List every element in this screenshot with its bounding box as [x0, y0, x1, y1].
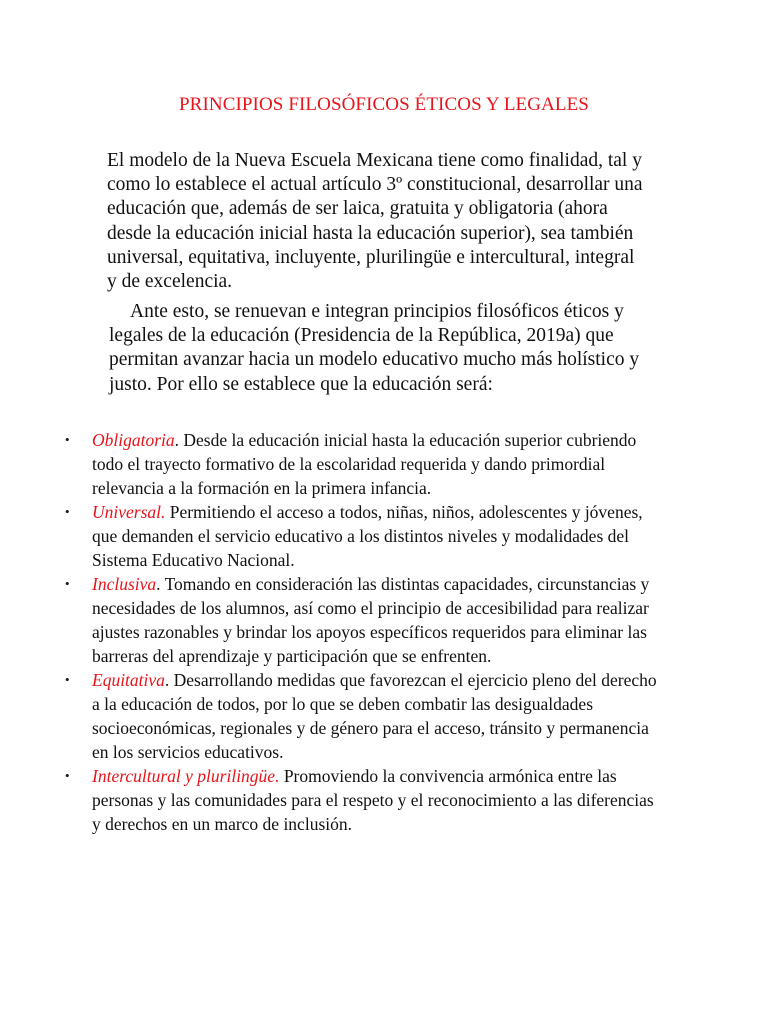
list-item-equitativa: [65, 668, 665, 764]
bullet-icon: •: [65, 768, 70, 783]
principle-term: Obligatoria: [92, 430, 175, 450]
principles-list: [65, 428, 665, 836]
second-paragraph: Ante esto, se renuevan e integran principios filosóficos éticos y legales de la educación (Presidencia de la República, 2019a) que permitan avanzar hacia un modelo educativo mucho más holístico y justo. Por ello se establece que la educación será:: [109, 301, 640, 395]
list-item-universal: [65, 500, 665, 572]
bullet-icon: •: [65, 576, 70, 591]
principle-description: . Tomando en consideración las distintas capacidades, circunstancias y necesidades de los alumnos, así como el principio de accesibilidad para realizar ajustes razonables y brindar los apoyos específicos requeridos para eliminar las barreras del aprendizaje y participación que se enfrenten.: [92, 574, 650, 666]
principle-term: Intercultural y plurilingüe.: [92, 766, 280, 786]
list-item-intercultural: [65, 764, 665, 836]
principle-term: Universal.: [92, 502, 166, 522]
principle-description: Permitiendo el acceso a todos, niñas, niños, adolescentes y jóvenes, que demanden el servicio educativo a los distintos niveles y modalidades del Sistema Educativo Nacional.: [92, 502, 643, 570]
bullet-icon: •: [65, 672, 70, 687]
principle-term: Equitativa: [92, 670, 165, 690]
page-title: PRINCIPIOS FILOSÓFICOS ÉTICOS Y LEGALES: [179, 94, 589, 115]
intro-paragraph: El modelo de la Nueva Escuela Mexicana tiene como finalidad, tal y como lo establece el actual artículo 3º constitucional, desarrollar una educación que, además de ser laica, gratuita y obligatoria (ahora desde la educación inicial hasta la educación superior), sea también universal, equitativa, incluyente, plurilingüe e intercultural, integral y de excelencia.: [107, 150, 643, 293]
list-item-obligatoria: [65, 428, 665, 500]
list-item-inclusiva: [65, 572, 665, 668]
principle-description: . Desarrollando medidas que favorezcan el ejercicio pleno del derecho a la educación de todos, por lo que se deben combatir las desigualdades socioeconómicas, regionales y de género para el acceso, tránsito y permanencia en los servicios educativos.: [92, 670, 657, 762]
bullet-icon: •: [65, 504, 70, 519]
principle-description: . Desde la educación inicial hasta la educación superior cubriendo todo el trayecto formativo de la escolaridad requerida y dando primordial relevancia a la formación en la primera infancia.: [92, 430, 637, 498]
bullet-icon: •: [65, 432, 70, 447]
principle-term: Inclusiva: [92, 574, 157, 594]
principle-description: Promoviendo la convivencia armónica entre las personas y las comunidades para el respeto y el reconocimiento a las diferencias y derechos en un marco de inclusión.: [92, 766, 654, 834]
